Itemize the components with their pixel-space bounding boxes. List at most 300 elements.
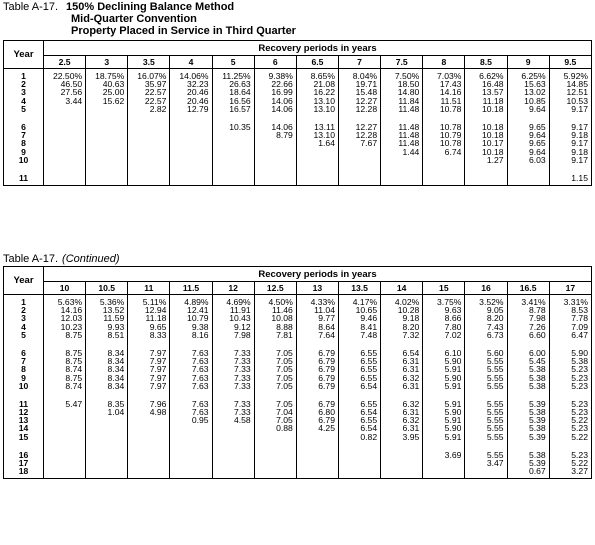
rate-cell: 14.06 (271, 95, 293, 106)
rate-cell: 7.05 (276, 356, 293, 367)
group-gap (381, 164, 419, 174)
rate-cell (423, 156, 461, 164)
group-gap (213, 441, 251, 451)
rate-cell: 5.90 (571, 347, 588, 358)
rate-cell: 1.64 (318, 138, 335, 149)
year-cell: 17 (18, 458, 29, 468)
rate-cell: 7.63 (191, 347, 209, 358)
group-gap (170, 441, 208, 451)
rate-cell (44, 451, 82, 459)
rate-column (212, 69, 254, 186)
rate-cell: 7.80 (444, 321, 462, 332)
group-gap (381, 441, 419, 451)
rate-cell: 6.32 (402, 398, 420, 409)
rate-cell: 5.38 (571, 356, 588, 367)
rate-cell (255, 459, 293, 467)
rate-column (44, 295, 86, 479)
rate-cell: 25.00 (102, 87, 125, 98)
rate-cell (213, 459, 251, 467)
rate-cell: 5.38 (528, 372, 546, 383)
rate-column (212, 295, 254, 479)
rate-cell: 3.41% (521, 297, 546, 307)
rate-cell (423, 174, 461, 182)
rate-cell (213, 467, 251, 475)
rate-cell: 13.57 (482, 87, 504, 98)
rate-cell: 7.33 (233, 380, 251, 391)
rate-cell: 10.08 (271, 313, 293, 324)
table2-body-row (4, 295, 592, 479)
rate-cell: 6.47 (571, 329, 588, 340)
rate-cell: 35.97 (144, 79, 167, 90)
rate-cell (128, 131, 166, 139)
rate-cell: 12.27 (355, 95, 378, 106)
rate-cell (44, 408, 82, 416)
column-header: 3.5 (128, 56, 170, 69)
rate-cell: 9.17 (571, 103, 588, 114)
rate-cell: 5.45 (528, 356, 546, 367)
year-cell: 1 (21, 297, 26, 307)
rate-cell: 7.05 (276, 415, 293, 426)
table2-label: Table A-17. (3, 253, 59, 265)
rate-cell: 8.35 (107, 398, 125, 409)
rate-cell: 14.06 (271, 103, 293, 114)
rate-cell: 5.60 (486, 347, 504, 358)
rate-cell (86, 131, 124, 139)
rate-cell (381, 174, 419, 182)
rate-cell: 11.04 (314, 305, 335, 316)
rate-cell: 10.65 (355, 305, 378, 316)
group-gap (465, 164, 503, 174)
rate-cell: 6.55 (360, 364, 378, 375)
rate-cell: 5.22 (571, 415, 588, 426)
rate-cell (339, 467, 377, 475)
rate-cell: 7.63 (191, 372, 209, 383)
rate-cell (255, 139, 293, 147)
group-gap (128, 113, 166, 123)
rate-cell: 8.34 (107, 356, 125, 367)
year-cell: 18 (18, 466, 29, 477)
rate-cell: 6.54 (360, 407, 378, 418)
rate-cell: 7.43 (486, 321, 504, 332)
rate-cell: 14.06% (179, 71, 209, 81)
rate-cell: 4.58 (233, 415, 251, 426)
rate-cell: 9.93 (107, 321, 125, 332)
rate-cell: 11.48 (398, 103, 420, 114)
rate-cell (508, 174, 546, 182)
group-gap (86, 441, 124, 451)
rate-cell: 5.90 (444, 356, 462, 367)
group-gap (170, 164, 208, 174)
rate-cell: 15.48 (355, 87, 378, 98)
table1-column-headers (4, 56, 592, 69)
rate-cell: 5.91 (444, 398, 462, 409)
rate-cell: 13.10 (313, 95, 335, 106)
rate-cell: 7.97 (149, 380, 167, 391)
rate-cell: 8.64 (318, 321, 335, 332)
rate-column (170, 295, 212, 479)
rate-cell: 5.38 (528, 380, 546, 391)
rate-cell (339, 148, 377, 156)
rate-cell (381, 451, 419, 459)
column-header: 6 (254, 56, 296, 69)
rate-cell: 6.62% (479, 71, 504, 81)
rate-cell: 7.33 (233, 356, 251, 367)
rate-cell (128, 123, 166, 131)
rate-cell (128, 424, 166, 432)
rate-cell: 6.55 (360, 356, 378, 367)
table2-column-headers (4, 282, 592, 295)
rate-cell: 6.00 (528, 347, 546, 358)
rate-column (465, 69, 507, 186)
rate-cell (86, 416, 124, 424)
rate-cell: 13.52 (102, 305, 125, 316)
rate-cell: 8.78 (528, 305, 546, 316)
rate-cell: 7.63 (191, 398, 209, 409)
rate-cell: 20.46 (187, 87, 209, 98)
rate-column (86, 69, 128, 186)
rate-cell: 4.98 (149, 407, 167, 418)
rate-cell (128, 156, 166, 164)
rate-cell (86, 156, 124, 164)
rate-cell: 9.64 (528, 130, 546, 141)
rate-cell (86, 174, 124, 182)
group-gap (128, 441, 166, 451)
rate-cell: 19.71 (355, 79, 378, 90)
rate-cell: 6.79 (318, 398, 335, 409)
rate-cell: 5.39 (528, 398, 546, 409)
column-header: 12.5 (254, 282, 296, 295)
rate-cell: 7.26 (528, 321, 546, 332)
rate-cell: 10.79 (187, 313, 209, 324)
rate-cell: 8.53 (571, 305, 588, 316)
column-header: 16 (465, 282, 507, 295)
group-gap (339, 164, 377, 174)
year-cell: 3 (21, 87, 26, 98)
year-cell: 10 (18, 380, 29, 391)
column-header: 14 (381, 282, 423, 295)
rate-cell: 5.39 (528, 415, 546, 426)
year-cell: 9 (21, 146, 26, 157)
table2-title: (Continued) (62, 253, 120, 265)
rate-column (507, 295, 549, 479)
rate-cell: 8.33 (149, 329, 167, 340)
rate-cell: 7.05 (276, 364, 293, 375)
rate-cell: 17.43 (439, 79, 462, 90)
rate-cell: 7.98 (528, 313, 546, 324)
rate-column (465, 295, 507, 479)
rate-cell: 5.23 (571, 364, 588, 375)
rate-cell: 5.55 (486, 449, 504, 460)
rate-cell: 6.32 (402, 415, 420, 426)
rate-cell: 7.05 (276, 380, 293, 391)
year-cell: 3 (21, 313, 26, 324)
rate-cell: 11.84 (398, 95, 420, 106)
rate-cell: 9.65 (149, 321, 167, 332)
rate-cell: 8.34 (107, 372, 125, 383)
rate-cell: 5.39 (528, 431, 546, 442)
rate-cell: 7.05 (276, 398, 293, 409)
rate-cell: 6.79 (318, 380, 335, 391)
rate-cell: 5.23 (571, 372, 588, 383)
rate-column (170, 69, 212, 186)
rate-cell: 14.85 (566, 79, 588, 90)
table1 (3, 40, 592, 186)
rate-cell: 7.81 (276, 329, 293, 340)
year-cell: 4 (21, 321, 26, 332)
rate-cell: 10.18 (482, 103, 504, 114)
rate-cell: 8.51 (107, 329, 125, 340)
column-header: 4 (170, 56, 212, 69)
rate-cell: 0.88 (276, 423, 293, 434)
rate-cell (86, 105, 124, 113)
rate-cell (170, 139, 208, 147)
rate-cell: 8.75 (65, 347, 83, 358)
rate-cell (297, 156, 335, 164)
column-header: 10 (44, 282, 86, 295)
rate-cell: 10.18 (482, 146, 504, 157)
rate-cell: 9.17 (571, 138, 588, 149)
year-column (4, 295, 44, 479)
rate-column (423, 69, 465, 186)
rate-cell: 5.11% (142, 297, 167, 307)
rate-cell: 26.63 (229, 79, 251, 90)
rate-cell (213, 131, 251, 139)
year-cell: 10 (18, 154, 29, 165)
rate-cell: 5.38 (528, 364, 546, 375)
rate-cell: 13.10 (313, 130, 335, 141)
table1-recovery-header: Recovery periods in years (44, 41, 592, 56)
rate-cell: 9.05 (486, 305, 504, 316)
rate-cell: 4.25 (318, 423, 335, 434)
rate-cell (170, 174, 208, 182)
rate-cell (86, 459, 124, 467)
rate-cell: 5.22 (571, 458, 588, 468)
column-header: 7.5 (381, 56, 423, 69)
rate-cell: 5.23 (571, 407, 588, 418)
rate-cell (86, 139, 124, 147)
rate-cell: 1.15 (571, 172, 588, 183)
rate-cell: 7.33 (233, 372, 251, 383)
rate-cell: 7.64 (318, 329, 335, 340)
rate-cell: 22.57 (144, 95, 167, 106)
rate-cell (44, 105, 82, 113)
year-cell: 6 (21, 347, 26, 358)
rate-cell: 5.55 (486, 431, 504, 442)
year-cell: 2 (21, 79, 26, 90)
rate-column (44, 69, 86, 186)
rate-cell: 10.17 (482, 138, 504, 149)
rate-cell (44, 433, 82, 441)
rate-cell: 7.03% (437, 71, 462, 81)
rate-cell: 12.28 (355, 130, 378, 141)
rate-cell: 6.80 (318, 407, 335, 418)
rate-cell (297, 148, 335, 156)
rate-cell: 7.63 (191, 407, 209, 418)
rate-cell: 16.99 (271, 87, 293, 98)
rate-cell: 14.06 (271, 121, 293, 132)
year-cell: 6 (21, 121, 26, 132)
rate-cell: 5.38 (528, 407, 546, 418)
rate-column (381, 69, 423, 186)
year-cell: 12 (18, 407, 29, 418)
rate-cell: 12.03 (60, 313, 83, 324)
year-cell: 11 (18, 172, 29, 183)
rate-cell (44, 139, 82, 147)
rate-cell: 6.31 (402, 364, 420, 375)
rate-cell (465, 174, 503, 182)
rate-cell: 6.79 (318, 356, 335, 367)
rate-cell: 14.80 (397, 87, 420, 98)
rate-cell: 5.47 (65, 398, 83, 409)
rate-cell: 10.23 (60, 321, 83, 332)
rate-cell: 15.63 (524, 79, 546, 90)
column-header: 7 (338, 56, 380, 69)
rate-cell (339, 451, 377, 459)
rate-cell: 16.56 (229, 95, 251, 106)
year-cell: 15 (18, 431, 29, 442)
rate-cell: 7.09 (571, 321, 588, 332)
rate-cell: 4.69% (226, 297, 251, 307)
rate-cell: 3.95 (402, 431, 420, 442)
rate-cell: 8.34 (107, 347, 125, 358)
rate-cell: 13.11 (314, 121, 335, 132)
rate-cell: 10.35 (229, 121, 251, 132)
rate-cell: 27.56 (60, 87, 83, 98)
rate-cell: 7.05 (276, 372, 293, 383)
rate-cell: 7.96 (149, 398, 167, 409)
table1-title-line (3, 1, 234, 13)
rate-cell: 3.47 (486, 458, 504, 468)
rate-column (549, 295, 591, 479)
group-gap (44, 164, 82, 174)
rate-cell: 5.92% (563, 71, 588, 81)
rate-cell: 6.55 (360, 398, 378, 409)
rate-cell: 9.18 (571, 130, 588, 141)
rate-cell (423, 459, 461, 467)
rate-cell (170, 467, 208, 475)
rate-cell: 7.48 (360, 329, 378, 340)
rate-cell: 5.36% (99, 297, 125, 307)
rate-cell: 9.64 (528, 146, 546, 157)
rate-cell: 4.02% (394, 297, 420, 307)
rate-cell: 6.31 (402, 407, 420, 418)
column-header: 16.5 (507, 282, 549, 295)
rate-cell (44, 416, 82, 424)
rate-cell: 10.78 (439, 103, 462, 114)
rate-cell (86, 123, 124, 131)
rate-column (338, 295, 380, 479)
rate-cell: 6.54 (360, 423, 378, 434)
rate-cell (128, 459, 166, 467)
rate-cell: 16.48 (482, 79, 504, 90)
rate-cell (44, 467, 82, 475)
rate-cell: 9.12 (233, 321, 251, 332)
rate-cell: 5.55 (486, 364, 504, 375)
rate-cell: 6.03 (528, 154, 546, 165)
group-gap (297, 441, 335, 451)
rate-cell (128, 451, 166, 459)
column-header: 11.5 (170, 282, 212, 295)
group-gap (255, 164, 293, 174)
rate-cell (213, 451, 251, 459)
rate-cell (170, 459, 208, 467)
column-header: 11 (128, 282, 170, 295)
column-header: 2.5 (44, 56, 86, 69)
rate-cell: 9.18 (402, 313, 420, 324)
rate-cell: 6.79 (318, 415, 335, 426)
rate-cell (86, 467, 124, 475)
rate-cell (170, 148, 208, 156)
rate-cell: 5.63% (57, 297, 83, 307)
rate-cell: 6.31 (402, 380, 420, 391)
rate-cell: 5.55 (486, 398, 504, 409)
column-header: 3 (86, 56, 128, 69)
rate-cell: 3.69 (444, 449, 462, 460)
rate-cell (86, 433, 124, 441)
rate-cell (170, 424, 208, 432)
rate-cell: 6.55 (360, 415, 378, 426)
rate-cell (297, 459, 335, 467)
rate-cell: 5.22 (571, 431, 588, 442)
rate-cell: 5.55 (486, 380, 504, 391)
rate-column (128, 69, 170, 186)
rate-cell: 3.75% (437, 297, 462, 307)
rate-cell: 3.52% (479, 297, 504, 307)
rate-cell: 40.63 (102, 79, 125, 90)
rate-cell: 6.60 (528, 329, 546, 340)
rate-cell (339, 174, 377, 182)
rate-cell: 7.04 (276, 407, 293, 418)
table2 (3, 266, 592, 479)
rate-column (296, 295, 338, 479)
rate-cell: 11.48 (398, 130, 420, 141)
rate-cell: 0.95 (191, 415, 209, 426)
rate-cell: 12.41 (187, 305, 209, 316)
rate-cell: 9.17 (571, 154, 588, 165)
rate-column (507, 69, 549, 186)
rate-cell: 22.57 (144, 87, 167, 98)
rate-cell (86, 424, 124, 432)
rate-cell: 11.18 (482, 95, 504, 106)
rate-cell: 1.27 (486, 154, 504, 165)
rate-cell: 10.78 (439, 121, 462, 132)
rate-cell: 8.65% (310, 71, 335, 81)
rate-cell: 9.65 (528, 138, 546, 149)
rate-cell: 20.46 (187, 95, 209, 106)
rate-cell: 11.46 (271, 305, 293, 316)
rate-cell: 3.31% (563, 297, 588, 307)
rate-cell: 7.05 (276, 347, 293, 358)
rate-cell (44, 123, 82, 131)
rate-column (423, 295, 465, 479)
year-cell: 13 (18, 415, 29, 426)
rate-cell: 8.34 (107, 364, 125, 375)
year-cell: 9 (21, 372, 26, 383)
rate-cell: 10.18 (482, 121, 504, 132)
rate-cell (255, 174, 293, 182)
rate-cell: 11.51 (440, 95, 462, 106)
rate-cell (465, 467, 503, 475)
rate-cell (44, 459, 82, 467)
rate-cell: 7.33 (233, 398, 251, 409)
rate-cell: 16.07% (137, 71, 167, 81)
year-cell: 8 (21, 364, 26, 375)
rate-cell (44, 148, 82, 156)
rate-cell: 8.16 (191, 329, 209, 340)
rate-column (254, 295, 296, 479)
table2-title-line (3, 253, 120, 265)
rate-column (549, 69, 591, 186)
